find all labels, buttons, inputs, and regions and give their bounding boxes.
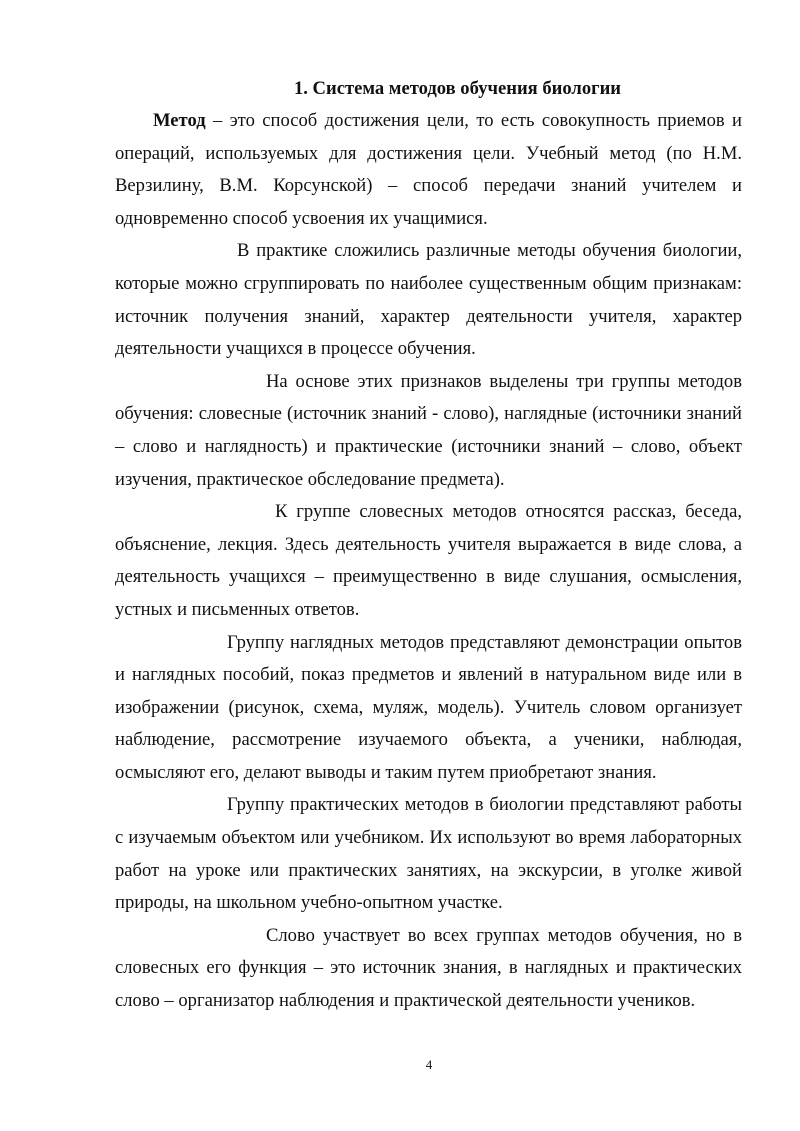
paragraph-visual-methods: Группу наглядных методов представляют демонстрации опытов и наглядных пособий, показ предметов и явлений в натуральном виде или в изображении (рисунок, схема, муляж, модель). Учитель словом организует наблюдение, рассмотрение изучаемого объекта, а ученики, наблюдая, осмысляют его, делают выводы и таким путем приобретают знания. [115,631,742,783]
term-method: Метод [153,110,206,131]
paragraph-text: – это способ достижения цели, то есть совокупность приемов и операций, используемых для достижения цели. Учебный метод (по Н.М. Верзилину, В.М. Корсунской) – способ передачи знаний учителем и одновременно способ усвоения их учащимися. [115,110,742,229]
page-number: 4 [425,1057,433,1072]
page-content [115,72,742,1018]
section-title: 1. Система методов обучения биологии [293,78,622,99]
paragraph-practice: В практике сложились различные методы обучения биологии, которые можно сгруппировать по наиболее существенным общим признакам: источник получения знаний, характер деятельности учителя, характер деятельности учащихся в процессе обучения. [115,240,742,360]
paragraph-word-role: Слово участвует во всех группах методов обучения, но в словесных его функция – это источник знания, в наглядных и практических слово – организатор наблюдения и практической деятельности учеников. [115,924,742,1012]
paragraph-verbal-methods: К группе словесных методов относятся рассказ, беседа, объяснение, лекция. Здесь деятельность учителя выражается в виде слова, а деятельность учащихся – преимущественно в виде слушания, осмысления, устных и письменных ответов. [115,501,742,620]
paragraph-groups: На основе этих признаков выделены три группы методов обучения: словесные (источник знаний - слово), наглядные (источники знаний – слово и наглядность) и практические (источники знаний – слово, объект изучения, практическое обследование предмета). [115,370,742,490]
paragraph-method-definition [115,105,742,235]
paragraph-practical-methods: Группу практических методов в биологии представляют работы с изучаемым объектом или учебником. Их используют во время лабораторных работ на уроке или практических занятиях, на экскурсии, в уголке живой природы, на школьном учебно-опытном участке. [115,794,742,914]
